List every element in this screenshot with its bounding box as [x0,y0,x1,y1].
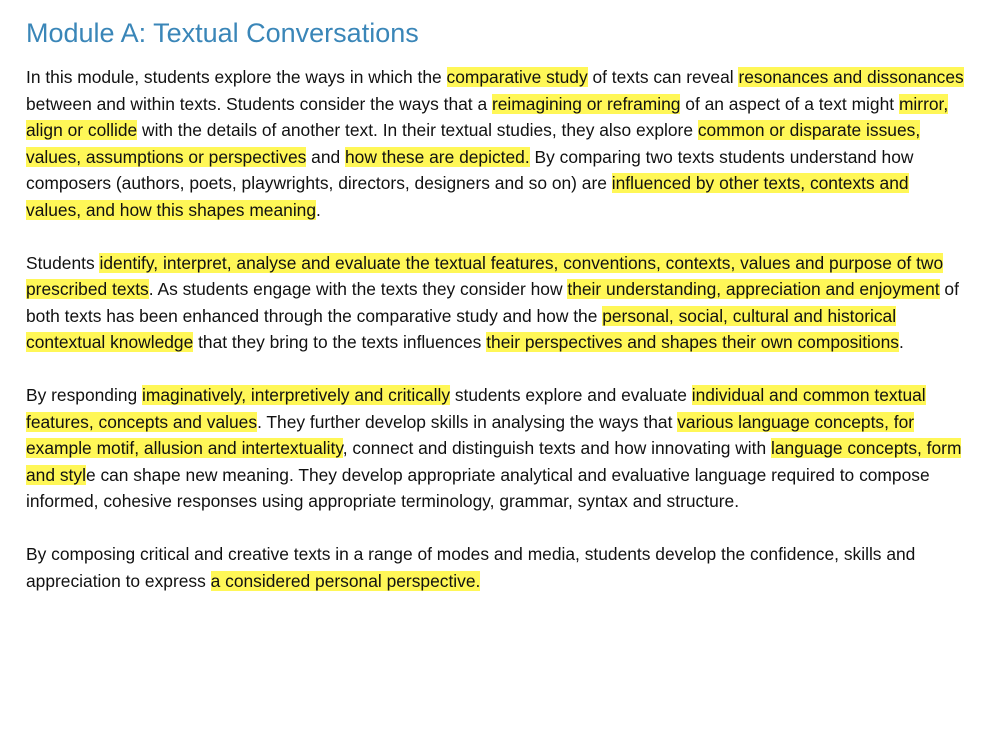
body-text: , connect and distinguish texts and how innovating with [342,438,772,458]
highlighted-text: mirror, align or collide [26,93,949,140]
paragraph-3 [26,382,966,515]
highlighted-text: comparative study [446,67,588,87]
body-text: between and within texts. Students consider the ways that a [26,93,492,114]
body-text: of both texts has been enhanced through the comparative study and how the [26,279,959,326]
highlighted-text: resonances and dissonances [738,67,964,87]
body-text: By responding [26,385,143,405]
body-text: . [316,199,321,220]
page-title: Module A: Textual Conversations [26,18,419,48]
body-text: that they bring to the texts influences [193,332,487,352]
highlighted-text: how these are depicted. [345,146,530,167]
highlighted-text: common or disparate issues, values, assumptions or perspectives [26,120,921,167]
body-text: of an aspect of a text might [680,93,899,114]
paragraph-2 [26,250,966,356]
body-text: By comparing two texts students understand how composers (authors, poets, playwrights, directors, designers and so on) are [26,146,914,193]
highlighted-text: imaginatively, interpretively and critically [142,385,451,405]
highlighted-text: their understanding, appreciation and enjoyment [567,279,940,299]
body-text: of texts can reveal [587,67,739,87]
paragraph-1 [26,64,966,223]
body-text: In this module, students explore the ways in which the [26,67,447,87]
body-text: Students [26,252,100,273]
highlighted-text: identify, interpret, analyse and evaluate the textual features, conventions, contexts, values and purpose of two prescribed texts [26,252,944,299]
highlighted-text: influenced by other texts, contexts and values, and how this shapes meaning [26,173,909,220]
highlighted-text: various language concepts, for example motif, allusion and intertextuality [26,411,915,458]
body-text: . [898,332,904,352]
body-text: . They further develop skills in analysing the ways that [257,411,678,432]
highlighted-text: personal, social, cultural and historical contextual knowledge [26,305,897,352]
body-text: By composing critical and creative texts in a range of modes and media, students develop the confidence, skills and appreciation to express [26,544,916,591]
highlighted-text: individual and common textual features, concepts and values [26,385,926,432]
highlighted-text: their perspectives and shapes their own compositions [486,332,899,352]
highlighted-text: language concepts, form and styl [26,438,962,485]
highlighted-text: reimagining or reframing [491,93,681,114]
body-text: . As students engage with the texts they consider how [148,279,568,299]
paragraph-4 [26,541,966,594]
body-text: e can shape new meaning. They develop appropriate analytical and evaluative language required to compose informed, cohesive responses using appropriate terminology, grammar, syntax and structure. [26,464,930,511]
body-text: and [306,146,346,167]
body-text: with the details of another text. In their textual studies, they also explore [137,120,698,140]
highlighted-text: a considered personal perspective. [210,570,481,591]
body-text: students explore and evaluate [450,385,692,405]
document-page [26,14,966,621]
